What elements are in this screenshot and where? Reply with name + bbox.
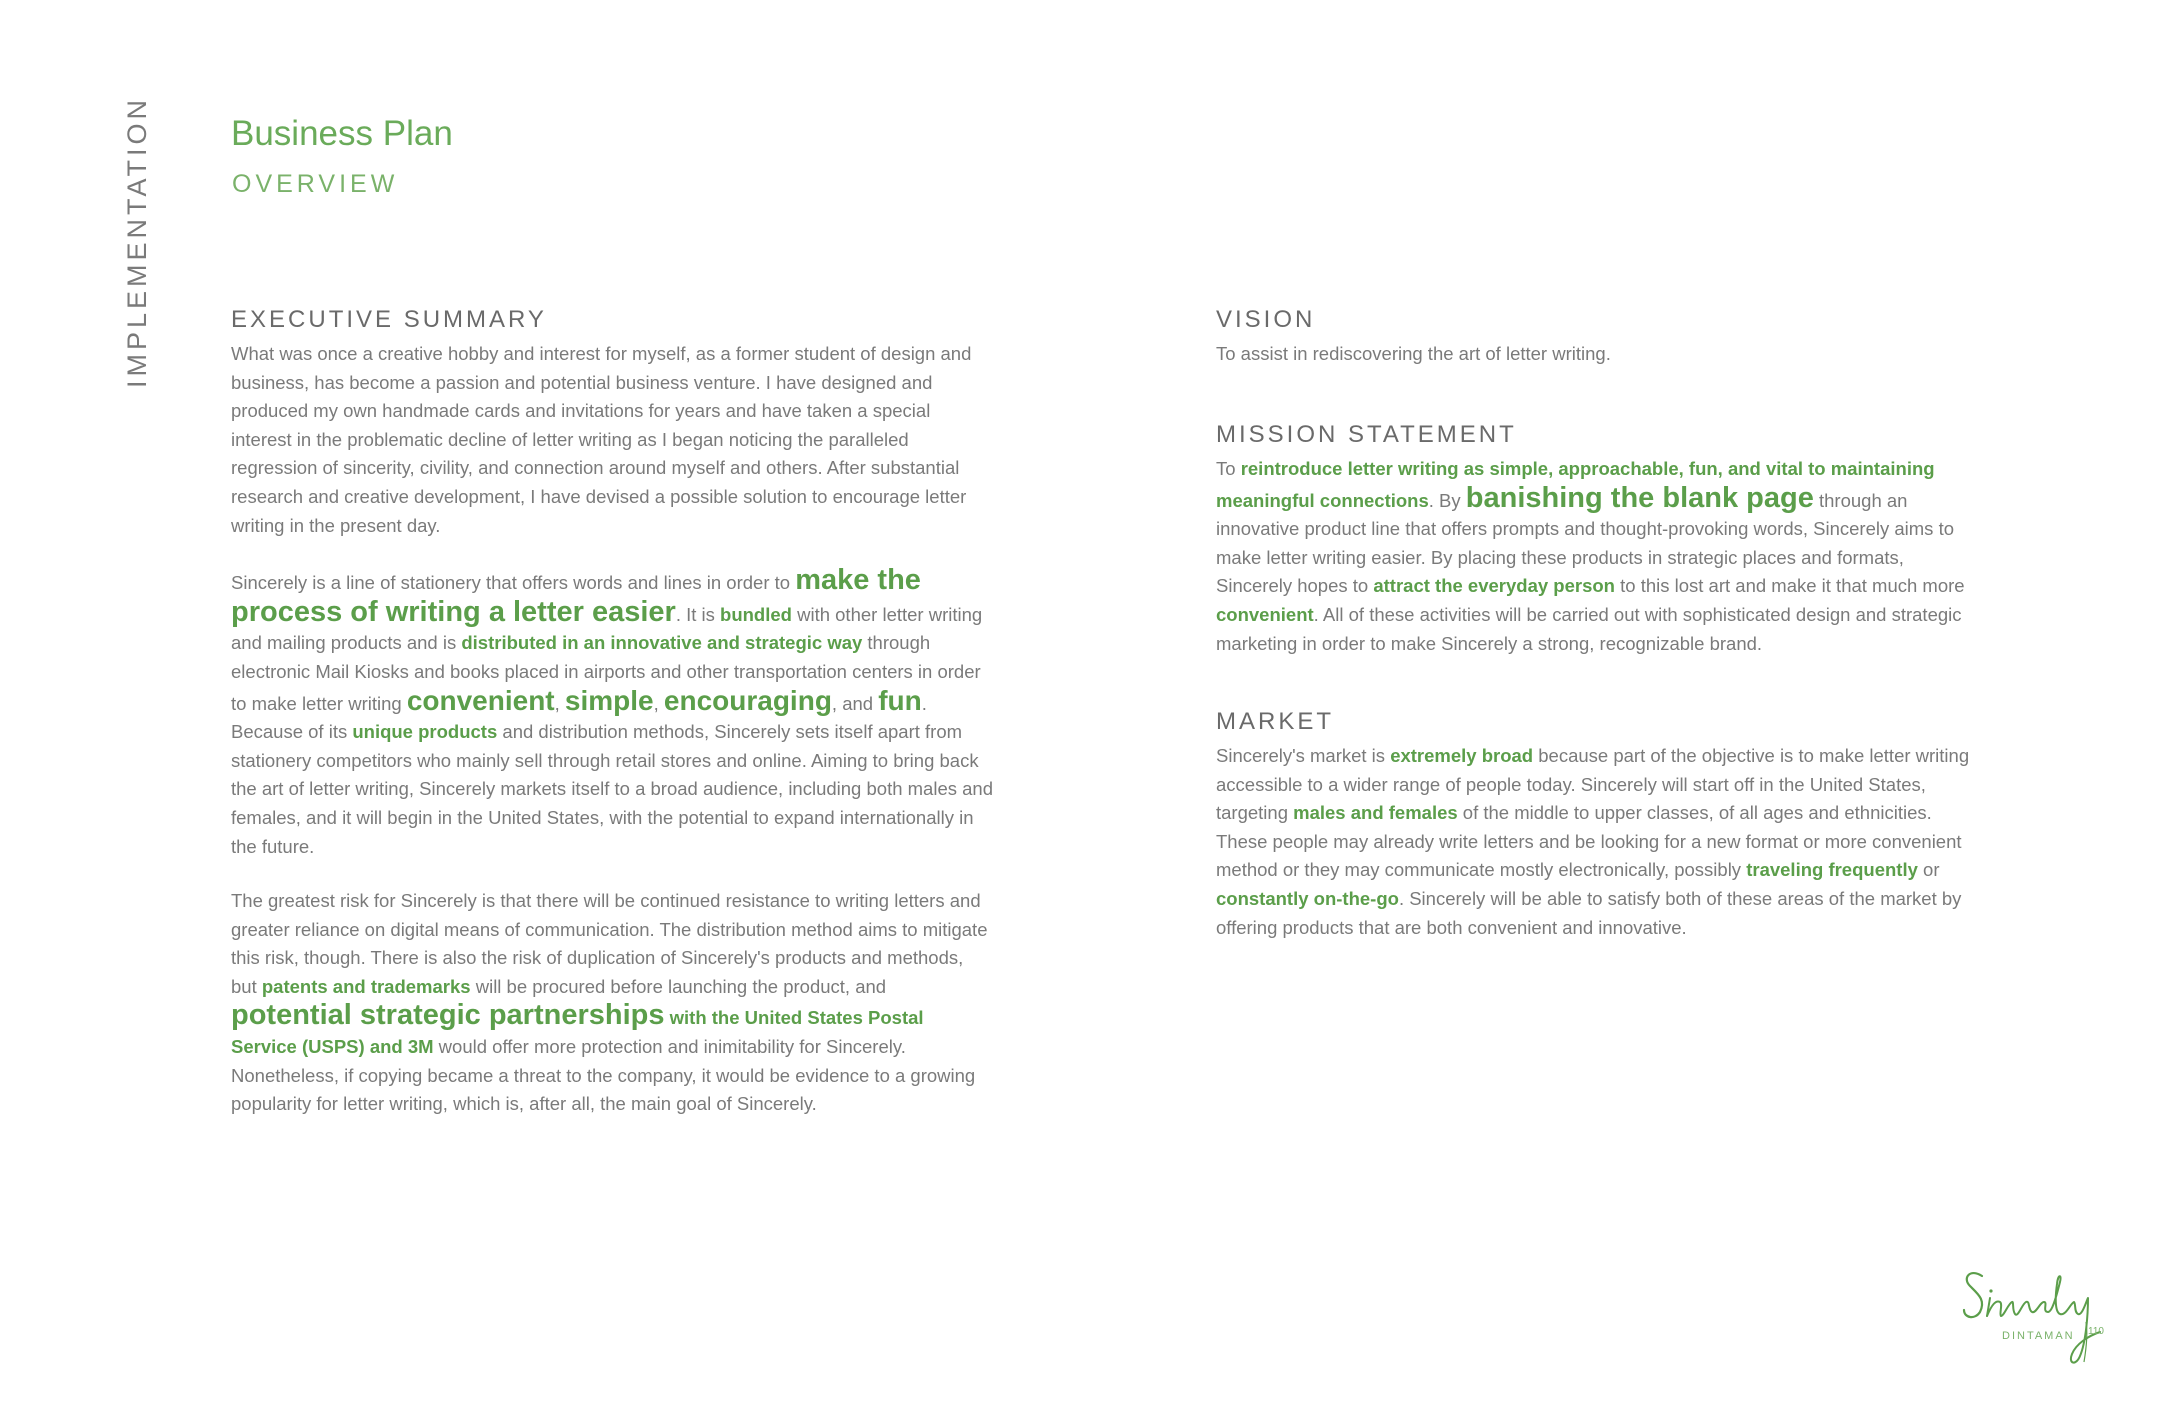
text-run: To [1216,458,1241,479]
executive-summary-heading: EXECUTIVE SUMMARY [231,306,547,333]
side-section-label [120,95,160,388]
highlight-simple: simple [564,684,654,716]
text-run: , [554,692,565,714]
highlight-reintroduce: reintroduce letter writing as simple, approachable, fun, and vital to maintaining meaningful connections [1216,458,1935,511]
text-run: . All of these activities will be carried out with sophisticated design and strategic marketing in order to make Sincerely a strong, recognizable brand. [1216,603,1962,654]
page-subtitle: OVERVIEW [232,170,399,198]
highlight-blank-page: banishing the blank page [1465,481,1814,514]
text-run: or [1917,859,1940,881]
highlight-make-easier: make the process of writing a letter easier [231,564,921,628]
text-run: , and [831,692,879,714]
text-run: to this lost art and make it that much more [1614,575,1965,597]
highlight-convenient: convenient [1216,603,1314,625]
highlight-everyday-person: attract the everyday person [1373,575,1615,597]
text-run: . Because of its [231,692,927,743]
highlight-traveling: traveling frequently [1746,859,1918,881]
text-run: , [653,692,664,714]
text-run: and distribution methods, Sincerely sets itself apart from stationery competitors who mainly sell through retail stores and online. Aiming to bring back the art of letter writing, Sincerely markets itself to a broad audience, including both males and females, and it will begin in the United States, with the potential to expand internationally in the future. [231,721,993,857]
highlight-fun: fun [878,684,922,716]
sincerely-script-icon [1960,1262,2120,1372]
market-heading: MARKET [1216,708,1335,735]
page-number: 110 [2088,1326,2104,1337]
text-run: through electronic Mail Kiosks and books placed in airports and other transportation centers in order to make letter writing [231,632,981,714]
highlight-usps: with the United States Postal Service (USPS) and 3M [231,1007,924,1058]
page-title: Business Plan [231,114,453,153]
highlight-encouraging: encouraging [663,684,832,716]
mission-heading: MISSION STATEMENT [1216,421,1517,448]
text-run: Sincerely is a line of stationery that offers words and lines in order to [231,572,796,594]
vision-heading: VISION [1216,306,1316,333]
highlight-partnerships: potential strategic partnerships [231,999,665,1032]
highlight-convenient: convenient [406,684,555,716]
vision-section [1216,306,1976,395]
highlight-extremely-broad: extremely broad [1390,745,1534,766]
mission-section [1216,421,1976,684]
mission-text [1216,455,1976,658]
vision-text: To assist in rediscovering the art of letter writing. [1216,343,1611,364]
highlight-bundled: bundled [720,603,792,625]
market-section [1216,708,1976,968]
text-run: . Sincerely will be able to satisfy both of these areas of the market by offering products that are both convenient and innovative. [1216,887,1962,938]
text-run: because part of the objective is to make letter writing accessible to a wider range of people today. Sincerely will start off in the United States, targeting [1216,745,1970,824]
executive-summary-paragraph-1: What was once a creative hobby and interest for myself, as a former student of design and business, has become a passion and potential business venture. I have designed and produced my own handmade cards and invitations for years and have taken a special interest in the problematic decline of letter writing as I began noticing the paralleled regression of sincerity, civility, and connection around myself and others. After substantial research and creative development, I have devised a possible solution to encourage letter writing in the present day. [231,343,972,536]
executive-summary-paragraph-3 [231,887,993,1119]
executive-summary-section [231,306,993,1145]
text-run: of the middle to upper classes, of all ages and ethnicities. These people may already write letters and be looking for a new format or more convenient method or they may communicate mostly electronically, possibly [1216,802,1962,881]
market-text [1216,742,1976,942]
highlight-distributed: distributed in an innovative and strategic way [461,632,863,654]
highlight-unique-products: unique products [352,721,498,743]
logo-author: DINTAMAN [2002,1330,2075,1342]
text-run: will be procured before launching the product, and [470,975,887,997]
highlight-on-the-go: constantly on-the-go [1216,887,1399,909]
highlight-males-females: males and females [1293,802,1458,824]
text-run: with other letter writing and mailing products and is [231,603,983,654]
executive-summary-paragraph-2 [231,566,993,861]
text-run: . By [1428,489,1466,511]
side-section-label-text: IMPLEMENTATION [122,95,152,388]
sincerely-logo [1960,1262,2120,1372]
highlight-patents: patents and trademarks [261,975,471,997]
text-run: would offer more protection and inimitability for Sincerely. Nonetheless, if copying became a threat to the company, it would be evidence to a growing popularity for letter writing, which is, after all, the main goal of Sincerely. [231,1036,976,1115]
text-run: through an innovative product line that offers prompts and thought-provoking words, Sincerely aims to make letter writing easier. By placing these products in strategic places and formats, Sincerely hopes to [1216,489,1954,597]
text-run: Sincerely's market is [1216,745,1391,766]
text-run: . It is [675,603,721,625]
text-run: The greatest risk for Sincerely is that there will be continued resistance to writing letters and greater reliance on digital means of communication. The distribution method aims to mitigate this risk, though. There is also the risk of duplication of Sincerely's products and methods, but [231,890,988,997]
